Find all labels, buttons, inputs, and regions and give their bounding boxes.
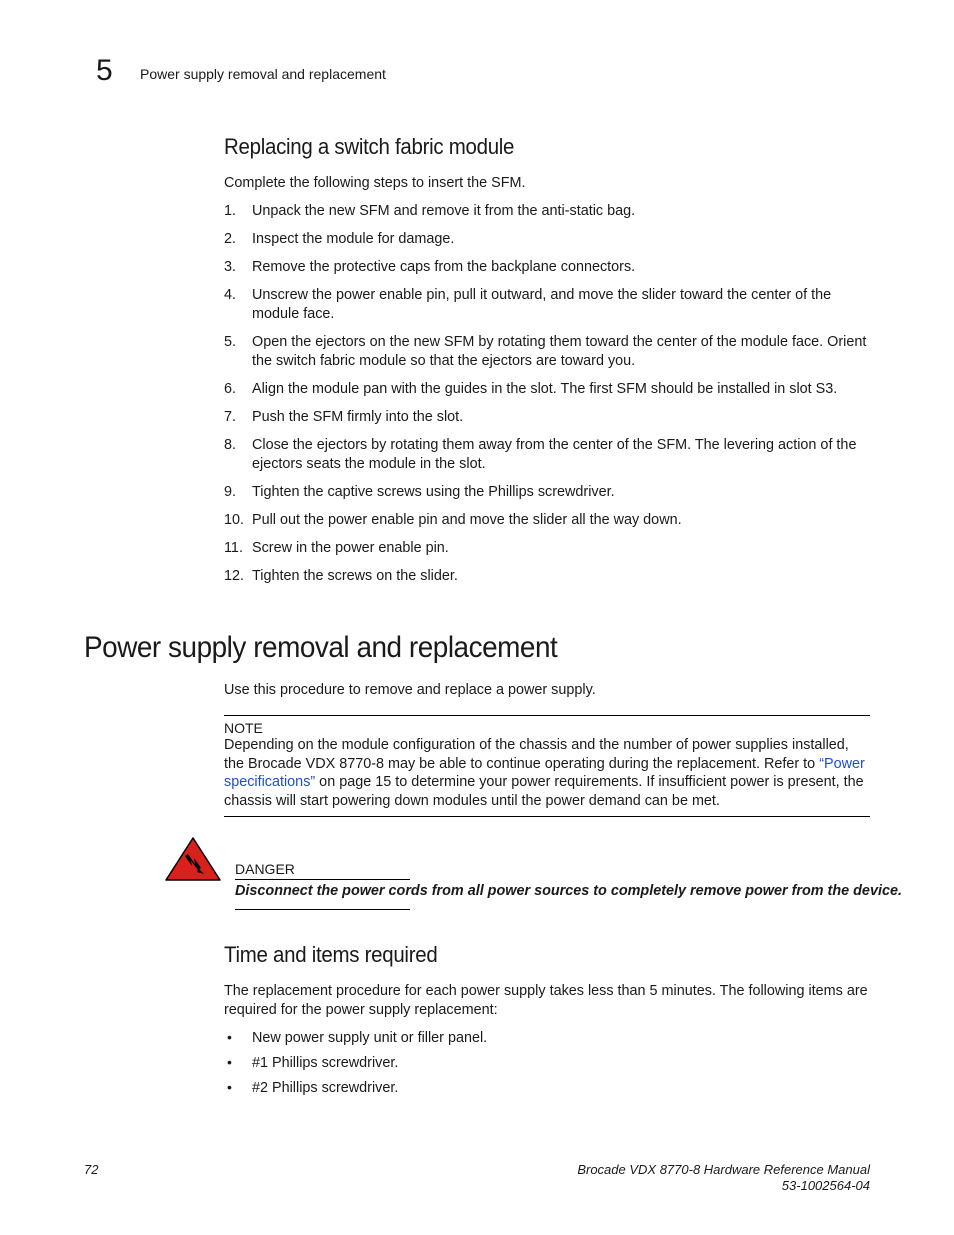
danger-label: DANGER bbox=[235, 861, 295, 877]
bullet-icon: • bbox=[227, 1054, 232, 1070]
step-text: Unpack the new SFM and remove it from the anti-static bag. bbox=[252, 203, 636, 219]
step-text: Open the ejectors on the new SFM by rotating them toward the center of the module face. Orient the switch fabric module so that the ejectors are toward you. bbox=[252, 334, 867, 369]
step-number: 11. bbox=[224, 540, 243, 556]
note-label: NOTE bbox=[224, 720, 263, 736]
section-heading-time: Time and items required bbox=[224, 942, 438, 967]
running-header-title: Power supply removal and replacement bbox=[140, 66, 386, 82]
step-text: Pull out the power enable pin and move the slider all the way down. bbox=[252, 512, 682, 528]
step-number: 6. bbox=[224, 381, 237, 397]
note-text-before-link: Depending on the module configuration of the chassis and the number of power supplies installed, the Brocade VDX 8770-8 may be able to continue operating during the replacement. Refer to bbox=[224, 737, 849, 772]
section-heading-psu: Power supply removal and replacement bbox=[84, 631, 558, 664]
step-number: 9. bbox=[224, 484, 237, 500]
step-text: Align the module pan with the guides in the slot. The first SFM should be installed in slot S3. bbox=[252, 381, 838, 397]
step-text: Unscrew the power enable pin, pull it outward, and move the slider toward the center of the module face. bbox=[252, 287, 832, 322]
step-text: Tighten the screws on the slider. bbox=[252, 568, 458, 584]
step-text: Inspect the module for damage. bbox=[252, 231, 455, 247]
step-number: 4. bbox=[224, 287, 237, 303]
step-number: 12. bbox=[224, 568, 245, 584]
section-heading-sfm: Replacing a switch fabric module bbox=[224, 134, 515, 159]
step-number: 2. bbox=[224, 231, 237, 247]
step-number: 8. bbox=[224, 437, 237, 453]
manual-title: Brocade VDX 8770-8 Hardware Reference Manual bbox=[577, 1162, 870, 1177]
psu-intro: Use this procedure to remove and replace a power supply. bbox=[224, 682, 596, 698]
time-intro: The replacement procedure for each power supply takes less than 5 minutes. The following items are required for the power supply replacement: bbox=[224, 983, 868, 1018]
step-text: Push the SFM firmly into the slot. bbox=[252, 409, 464, 425]
power-specifications-link[interactable]: “Power specifications” bbox=[224, 755, 865, 791]
sfm-intro: Complete the following steps to insert the SFM. bbox=[224, 175, 526, 191]
step-number: 1. bbox=[224, 203, 237, 219]
bullet-icon: • bbox=[227, 1079, 232, 1095]
step-number: 3. bbox=[224, 259, 237, 275]
chapter-number: 5 bbox=[96, 54, 113, 87]
danger-bottom-rule bbox=[235, 909, 410, 910]
step-text: Close the ejectors by rotating them away from the center of the SFM. The levering action of the ejectors seats the module in the slot. bbox=[252, 437, 857, 472]
doc-number: 53-1002564-04 bbox=[781, 1178, 870, 1193]
note-text bbox=[224, 736, 870, 811]
step-number: 10. bbox=[224, 512, 245, 528]
step-number: 5. bbox=[224, 334, 237, 350]
note-box bbox=[224, 715, 870, 817]
list-item-text: #2 Phillips screwdriver. bbox=[252, 1080, 399, 1096]
step-text: Screw in the power enable pin. bbox=[252, 540, 449, 556]
page-number: 72 bbox=[84, 1162, 99, 1177]
step-number: 7. bbox=[224, 409, 237, 425]
list-item-text: New power supply unit or filler panel. bbox=[252, 1030, 488, 1046]
danger-top-rule bbox=[235, 879, 410, 880]
list-item-text: #1 Phillips screwdriver. bbox=[252, 1055, 399, 1071]
note-text-after-link: on page 15 to determine your power requirements. If insufficient power is present, the chassis will start powering down modules until the power demand can be met. bbox=[224, 774, 864, 810]
danger-text: Disconnect the power cords from all power sources to completely remove power from the device. bbox=[235, 883, 902, 899]
bullet-icon: • bbox=[227, 1029, 232, 1045]
electrical-hazard-icon bbox=[164, 836, 222, 882]
step-text: Tighten the captive screws using the Phillips screwdriver. bbox=[252, 484, 615, 500]
step-text: Remove the protective caps from the backplane connectors. bbox=[252, 259, 636, 275]
